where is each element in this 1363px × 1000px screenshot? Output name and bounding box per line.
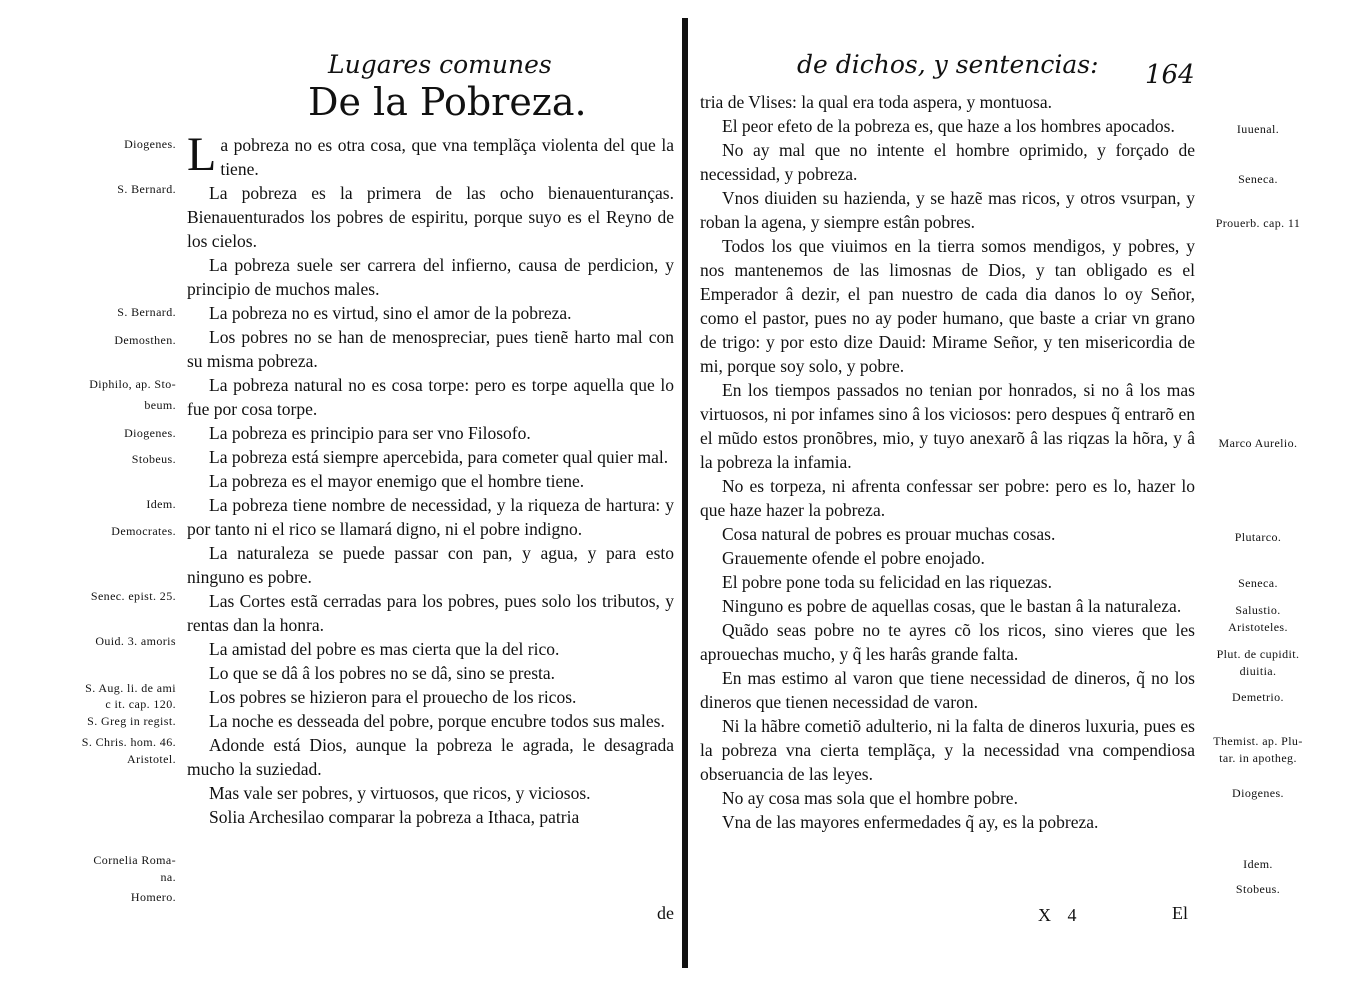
- book-gutter: [682, 18, 688, 968]
- left-sidenote: S. Greg in regist.: [87, 714, 176, 728]
- left-sidenote: S. Bernard.: [117, 182, 176, 196]
- right-sidenote: Salustio.: [1235, 603, 1281, 617]
- left-catchword: de: [657, 903, 674, 923]
- right-sidenote: Demetrio.: [1232, 690, 1284, 704]
- left-sidenote: Demosthen.: [114, 333, 176, 347]
- left-sidenote: S. Bernard.: [117, 305, 176, 319]
- paragraph: Todos los que viuimos en la tierra somos mendigos, y pobres, y nos mantenemos de las limosnas de Dios, y tan obligado es el Emperador â dezir, el pan nuestro de cada dia danos lo oy Señor, como el pastor, pues no ay poder humano, que baste a criar vn grano de trigo: y por esto dize Dauid: Mirame Señor, y ten misericordia de mi, porque soy solo, y pobre.: [700, 236, 1195, 376]
- paragraph: Grauemente ofende el pobre enojado.: [722, 548, 985, 568]
- left-sidenote: Idem.: [146, 497, 176, 511]
- right-sidenote: diuitia.: [1239, 664, 1277, 678]
- paragraph: Ninguno es pobre de aquellas cosas, que le bastan â la naturaleza.: [722, 596, 1182, 616]
- right-sidenote: Iuuenal.: [1236, 122, 1280, 136]
- paragraph: La noche es desseada del pobre, porque encubre todos sus males.: [209, 711, 665, 731]
- left-sidenote: S. Chris. hom. 46.: [81, 735, 176, 749]
- left-sidenote: c it. cap. 120.: [105, 697, 176, 711]
- drop-cap: L: [187, 128, 217, 181]
- right-sidenote: Seneca.: [1238, 576, 1278, 590]
- paragraph: El pobre pone toda su felicidad en las riquezas.: [722, 572, 1052, 592]
- paragraph: La pobreza es la primera de las ocho bienauenturanças. Bienauenturados los pobres de espiritu, porque suyo es el Reyno de los cielos.: [187, 183, 674, 251]
- right-sidenote: Diogenes.: [1232, 786, 1284, 800]
- right-sidenote: Themist. ap. Plu-: [1213, 734, 1303, 748]
- left-running-head: Lugares comunes: [328, 50, 552, 79]
- left-sidenote: Homero.: [130, 890, 176, 904]
- paragraph: Lo que se dâ â los pobres no se dâ, sino se presta.: [209, 663, 556, 683]
- right-sidenote: Idem.: [1243, 857, 1273, 871]
- paragraph: En mas estimo al varon que tiene necessidad de dineros, q̃ no los dineros que tienen necessidad de varon.: [700, 668, 1195, 712]
- paragraph: Los pobres no se han de menospreciar, pues tienẽ harto mal con su misma pobreza.: [187, 327, 674, 371]
- left-sidenote: Diphilo, ap. Sto-: [89, 377, 176, 391]
- right-sidenote: Marco Aurelio.: [1218, 436, 1298, 450]
- paragraph: Solia Archesilao comparar la pobreza a Ithaca, patria: [209, 807, 580, 827]
- right-body-text: [700, 90, 1195, 834]
- paragraph-text: a pobreza no es otra cosa, que vna templãça violenta del que la tiene.: [220, 135, 674, 179]
- paragraph: No es torpeza, ni afrenta confessar ser pobre: pero es lo, hazer lo que haze hazer la pobreza.: [700, 476, 1195, 520]
- right-sidenote: Aristoteles.: [1228, 620, 1288, 634]
- paragraph: La pobreza está siempre apercebida, para cometer qual quier mal.: [209, 447, 669, 467]
- left-sidenote: Aristotel.: [127, 752, 176, 766]
- paragraph: La naturaleza se puede passar con pan, y agua, y para esto ninguno es pobre.: [187, 543, 674, 587]
- paragraph: La amistad del pobre es mas cierta que la del rico.: [209, 639, 560, 659]
- page-number: 164: [1145, 60, 1195, 90]
- paragraph: No ay mal que no intente el hombre oprimido, y forçado de necessidad, y pobreza.: [700, 140, 1195, 184]
- paragraph: La pobreza tiene nombre de necessidad, y la riqueza de hartura: y por tanto ni el rico se llamará digno, ni el pobre indigno.: [187, 495, 674, 539]
- paragraph: Cosa natural de pobres es prouar muchas cosas.: [722, 524, 1056, 544]
- right-running-head: de dichos, y sentencias:: [797, 50, 1099, 79]
- right-sidenote: tar. in apotheg.: [1219, 751, 1297, 765]
- left-sidenote: Diogenes.: [124, 426, 176, 440]
- chapter-title: De la Pobreza.: [308, 80, 587, 124]
- paragraph: Los pobres se hizieron para el prouecho de los ricos.: [209, 687, 577, 707]
- left-sidenote: Democrates.: [111, 524, 176, 538]
- paragraph: El peor efeto de la pobreza es, que haze a los hombres apocados.: [722, 116, 1175, 136]
- paragraph: En los tiempos passados no tenian por honrados, si no â los mas virtuosos, ni por infames sino â los viciosos: pero despues q̃ entrarõ en el mũdo estos pronõbres, mio, y tuyo anexarõ â las riqzas la hõra, y â la pobreza la infamia.: [700, 380, 1195, 472]
- right-sidenote: Seneca.: [1238, 172, 1278, 186]
- right-page: [690, 0, 1363, 1000]
- paragraph: Adonde está Dios, aunque la pobreza le agrada, le desagrada mucho la suziedad.: [187, 735, 674, 779]
- paragraph: La pobreza es principio para ser vno Filosofo.: [209, 423, 531, 443]
- left-body-text: [187, 128, 674, 829]
- paragraph: La pobreza no es virtud, sino el amor de la pobreza.: [209, 303, 572, 323]
- paragraph: Quãdo seas pobre no te ayres cõ los ricos, sino vieres que les aprouechas mucho, y q̃ les harâs grande falta.: [700, 620, 1195, 664]
- paragraph: Ni la hãbre cometiõ adulterio, ni la falta de dineros luxuria, pues es la pobreza vna cierta templãça, y la necessidad vna compendiosa obseruancia de las leyes.: [700, 716, 1195, 784]
- paragraph: Vna de las mayores enfermedades q̃ ay, es la pobreza.: [722, 812, 1099, 832]
- paragraph: No ay cosa mas sola que el hombre pobre.: [722, 788, 1018, 808]
- left-sidenote: Senec. epist. 25.: [90, 589, 176, 603]
- right-catchword: El: [1172, 903, 1188, 923]
- right-sidenote: Prouerb. cap. 11: [1215, 216, 1301, 230]
- left-sidenote: Stobeus.: [131, 452, 176, 466]
- left-sidenote: S. Aug. li. de ami: [85, 681, 176, 695]
- paragraph: [187, 128, 674, 181]
- paragraph: Las Cortes estã cerradas para los pobres, pues solo los tributos, y rentas dan la honra.: [187, 591, 674, 635]
- paragraph: La pobreza natural no es cosa torpe: pero es torpe aquella que lo fue por cosa torpe.: [187, 375, 674, 419]
- paragraph: tria de Vlises: la qual era toda aspera, y montuosa.: [700, 92, 1052, 112]
- left-sidenote: Cornelia Roma-: [93, 853, 176, 867]
- right-sidenote: Plut. de cupidit.: [1216, 647, 1300, 661]
- signature-mark: X 4: [1038, 905, 1083, 925]
- paragraph: La pobreza suele ser carrera del infierno, causa de perdicion, y principio de muchos males.: [187, 255, 674, 299]
- paragraph: Vnos diuiden su hazienda, y se hazẽ mas ricos, y otros vsurpan, y roban la agena, y siempre estân pobres.: [700, 188, 1195, 232]
- paragraph: La pobreza es el mayor enemigo que el hombre tiene.: [209, 471, 585, 491]
- left-sidenote: na.: [160, 870, 176, 884]
- left-sidenote: beum.: [144, 398, 176, 412]
- right-sidenote: Plutarco.: [1234, 530, 1282, 544]
- left-sidenote: Diogenes.: [124, 137, 176, 151]
- paragraph: Mas vale ser pobres, y virtuosos, que ricos, y viciosos.: [209, 783, 591, 803]
- left-sidenote: Ouid. 3. amoris: [95, 634, 176, 648]
- right-sidenote: Stobeus.: [1235, 882, 1281, 896]
